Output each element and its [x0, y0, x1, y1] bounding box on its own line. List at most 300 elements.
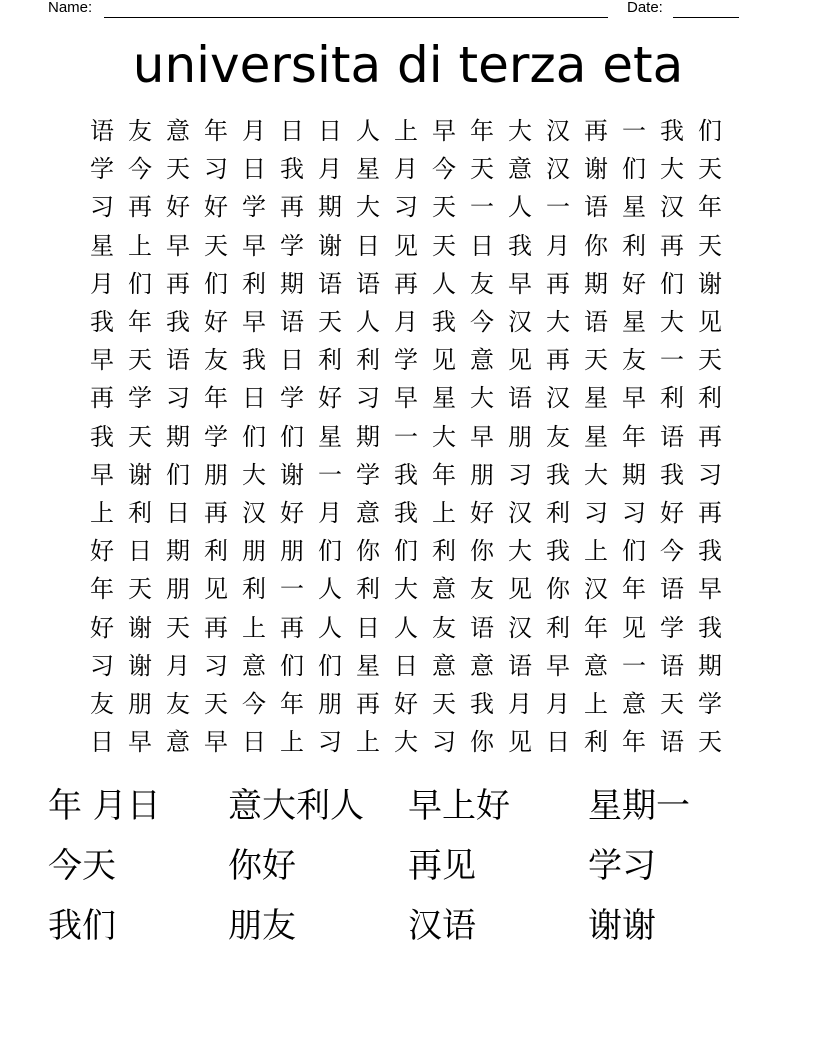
word-list-item: 今天: [48, 846, 116, 886]
grid-cell: 我: [508, 231, 532, 260]
grid-cell: 语: [660, 728, 684, 757]
grid-cell: 早: [546, 651, 570, 680]
grid-cell: 你: [470, 537, 494, 566]
grid-cell: 利: [318, 346, 342, 375]
grid-row: [83, 647, 729, 685]
grid-cell: 谢: [128, 613, 152, 642]
grid-cell: 再: [546, 269, 570, 298]
grid-cell: 谢: [698, 269, 722, 298]
grid-cell: 天: [166, 155, 190, 184]
grid-cell: 好: [660, 498, 684, 527]
grid-cell: 人: [318, 613, 342, 642]
grid-cell: 日: [242, 728, 266, 757]
grid-cell: 天: [660, 689, 684, 718]
grid-cell: 月: [394, 308, 418, 337]
grid-cell: 语: [470, 613, 494, 642]
grid-cell: 意: [356, 498, 380, 527]
grid-cell: 朋: [318, 689, 342, 718]
grid-cell: 早: [204, 728, 228, 757]
grid-cell: 习: [394, 193, 418, 222]
grid-cell: 见: [508, 728, 532, 757]
grid-cell: 意: [166, 117, 190, 146]
grid-row: [83, 608, 729, 646]
grid-cell: 日: [356, 231, 380, 260]
grid-cell: 大: [242, 460, 266, 489]
grid-cell: 期: [698, 651, 722, 680]
grid-cell: 天: [698, 231, 722, 260]
header: [0, 0, 816, 22]
grid-cell: 天: [470, 155, 494, 184]
grid-cell: 日: [128, 537, 152, 566]
grid-cell: 语: [660, 575, 684, 604]
grid-cell: 期: [318, 193, 342, 222]
grid-cell: 学: [356, 460, 380, 489]
word-list: [48, 776, 768, 956]
grid-cell: 大: [432, 422, 456, 451]
grid-cell: 月: [546, 689, 570, 718]
grid-row: [83, 456, 729, 494]
grid-cell: 期: [584, 269, 608, 298]
grid-row: [83, 188, 729, 226]
grid-cell: 天: [128, 575, 152, 604]
grid-cell: 我: [432, 308, 456, 337]
grid-cell: 谢: [280, 460, 304, 489]
grid-cell: 友: [166, 689, 190, 718]
grid-cell: 利: [242, 575, 266, 604]
grid-cell: 再: [698, 422, 722, 451]
grid-cell: 习: [318, 728, 342, 757]
grid-row: [83, 570, 729, 608]
grid-cell: 期: [280, 269, 304, 298]
grid-cell: 我: [698, 537, 722, 566]
grid-cell: 意: [432, 651, 456, 680]
grid-cell: 早: [166, 231, 190, 260]
grid-cell: 天: [204, 689, 228, 718]
grid-cell: 们: [128, 269, 152, 298]
grid-cell: 友: [90, 689, 114, 718]
grid-cell: 习: [90, 651, 114, 680]
grid-cell: 朋: [280, 537, 304, 566]
grid-cell: 利: [660, 384, 684, 413]
grid-cell: 早: [394, 384, 418, 413]
name-label: Name:: [48, 0, 93, 16]
grid-cell: 年: [204, 384, 228, 413]
grid-cell: 星: [584, 422, 608, 451]
grid-row: [83, 723, 729, 761]
grid-row: [83, 494, 729, 532]
grid-cell: 意: [584, 651, 608, 680]
grid-cell: 日: [470, 231, 494, 260]
grid-cell: 意: [166, 728, 190, 757]
grid-cell: 星: [584, 384, 608, 413]
grid-cell: 今: [128, 155, 152, 184]
grid-cell: 早: [622, 384, 646, 413]
grid-cell: 年: [280, 689, 304, 718]
grid-cell: 我: [90, 308, 114, 337]
grid-cell: 早: [128, 728, 152, 757]
grid-cell: 天: [432, 689, 456, 718]
grid-cell: 利: [242, 269, 266, 298]
grid-cell: 再: [394, 269, 418, 298]
grid-cell: 好: [280, 498, 304, 527]
grid-cell: 上: [584, 689, 608, 718]
grid-cell: 利: [698, 384, 722, 413]
grid-cell: 人: [318, 575, 342, 604]
grid-cell: 朋: [508, 422, 532, 451]
grid-cell: 利: [432, 537, 456, 566]
grid-cell: 语: [356, 269, 380, 298]
grid-cell: 好: [394, 689, 418, 718]
grid-cell: 年: [698, 193, 722, 222]
grid-cell: 们: [204, 269, 228, 298]
grid-cell: 汉: [660, 193, 684, 222]
grid-cell: 好: [204, 193, 228, 222]
grid-cell: 再: [698, 498, 722, 527]
grid-row: [83, 303, 729, 341]
grid-cell: 天: [432, 193, 456, 222]
word-list-item: 早上好: [408, 786, 510, 826]
grid-row: [83, 341, 729, 379]
grid-cell: 月: [318, 155, 342, 184]
word-search-grid: [83, 112, 729, 761]
grid-cell: 语: [280, 308, 304, 337]
grid-row: [83, 418, 729, 456]
grid-cell: 们: [242, 422, 266, 451]
grid-cell: 上: [280, 728, 304, 757]
grid-row: [83, 265, 729, 303]
grid-cell: 大: [470, 384, 494, 413]
grid-cell: 们: [698, 117, 722, 146]
grid-row: [83, 379, 729, 417]
grid-cell: 日: [280, 346, 304, 375]
grid-cell: 利: [584, 728, 608, 757]
grid-cell: 再: [280, 193, 304, 222]
grid-cell: 年: [128, 308, 152, 337]
grid-cell: 年: [90, 575, 114, 604]
grid-cell: 朋: [242, 537, 266, 566]
grid-cell: 汉: [546, 384, 570, 413]
grid-cell: 习: [90, 193, 114, 222]
grid-cell: 好: [204, 308, 228, 337]
grid-cell: 今: [432, 155, 456, 184]
grid-cell: 我: [166, 308, 190, 337]
grid-cell: 汉: [508, 498, 532, 527]
grid-cell: 今: [242, 689, 266, 718]
grid-cell: 见: [622, 613, 646, 642]
grid-cell: 大: [356, 193, 380, 222]
grid-cell: 学: [242, 193, 266, 222]
grid-cell: 我: [660, 117, 684, 146]
grid-cell: 学: [394, 346, 418, 375]
grid-cell: 一: [470, 193, 494, 222]
grid-cell: 我: [394, 460, 418, 489]
grid-cell: 一: [622, 651, 646, 680]
grid-cell: 人: [394, 613, 418, 642]
grid-cell: 再: [660, 231, 684, 260]
grid-cell: 意: [242, 651, 266, 680]
grid-cell: 天: [584, 346, 608, 375]
grid-cell: 们: [394, 537, 418, 566]
grid-cell: 大: [584, 460, 608, 489]
grid-cell: 再: [584, 117, 608, 146]
grid-cell: 星: [90, 231, 114, 260]
grid-cell: 我: [546, 460, 570, 489]
grid-cell: 今: [660, 537, 684, 566]
grid-cell: 上: [242, 613, 266, 642]
grid-cell: 月: [394, 155, 418, 184]
grid-cell: 月: [166, 651, 190, 680]
grid-cell: 日: [394, 651, 418, 680]
grid-cell: 友: [546, 422, 570, 451]
name-blank-line: [104, 17, 608, 18]
grid-cell: 朋: [204, 460, 228, 489]
word-list-item: 年 月日: [48, 786, 161, 826]
grid-cell: 语: [660, 651, 684, 680]
grid-cell: 今: [470, 308, 494, 337]
grid-cell: 好: [166, 193, 190, 222]
grid-row: [83, 532, 729, 570]
grid-cell: 再: [204, 498, 228, 527]
grid-cell: 期: [356, 422, 380, 451]
grid-cell: 汉: [508, 613, 532, 642]
grid-cell: 年: [584, 613, 608, 642]
grid-cell: 习: [508, 460, 532, 489]
grid-cell: 一: [280, 575, 304, 604]
grid-cell: 一: [546, 193, 570, 222]
grid-cell: 意: [470, 346, 494, 375]
grid-cell: 们: [318, 651, 342, 680]
grid-cell: 学: [280, 384, 304, 413]
grid-cell: 早: [470, 422, 494, 451]
word-list-item: 朋友: [228, 906, 296, 946]
word-list-item: 汉语: [408, 906, 476, 946]
grid-cell: 我: [280, 155, 304, 184]
grid-cell: 早: [90, 346, 114, 375]
grid-cell: 们: [280, 651, 304, 680]
grid-cell: 一: [394, 422, 418, 451]
grid-cell: 友: [622, 346, 646, 375]
grid-cell: 学: [280, 231, 304, 260]
grid-cell: 语: [508, 651, 532, 680]
grid-cell: 们: [622, 537, 646, 566]
grid-cell: 们: [622, 155, 646, 184]
grid-cell: 天: [432, 231, 456, 260]
grid-cell: 你: [356, 537, 380, 566]
grid-cell: 汉: [242, 498, 266, 527]
grid-cell: 年: [622, 728, 646, 757]
grid-cell: 期: [166, 422, 190, 451]
grid-cell: 星: [622, 308, 646, 337]
grid-cell: 年: [470, 117, 494, 146]
grid-cell: 再: [166, 269, 190, 298]
grid-cell: 们: [660, 269, 684, 298]
grid-cell: 见: [508, 575, 532, 604]
grid-cell: 意: [622, 689, 646, 718]
grid-cell: 你: [470, 728, 494, 757]
grid-cell: 上: [90, 498, 114, 527]
grid-cell: 再: [90, 384, 114, 413]
grid-cell: 人: [508, 193, 532, 222]
grid-cell: 上: [394, 117, 418, 146]
grid-cell: 日: [166, 498, 190, 527]
grid-cell: 大: [394, 575, 418, 604]
grid-cell: 见: [432, 346, 456, 375]
grid-cell: 天: [318, 308, 342, 337]
grid-cell: 日: [90, 728, 114, 757]
word-list-item: 星期一: [588, 786, 690, 826]
grid-cell: 星: [432, 384, 456, 413]
word-list-item: 我们: [48, 906, 116, 946]
grid-cell: 再: [204, 613, 228, 642]
grid-cell: 见: [394, 231, 418, 260]
grid-cell: 早: [242, 231, 266, 260]
grid-row: [83, 227, 729, 265]
grid-cell: 早: [698, 575, 722, 604]
grid-cell: 大: [508, 537, 532, 566]
grid-cell: 学: [698, 689, 722, 718]
grid-cell: 一: [622, 117, 646, 146]
grid-cell: 利: [356, 575, 380, 604]
grid-cell: 大: [660, 155, 684, 184]
grid-cell: 习: [432, 728, 456, 757]
grid-cell: 好: [622, 269, 646, 298]
grid-cell: 期: [166, 537, 190, 566]
grid-cell: 习: [204, 155, 228, 184]
grid-cell: 大: [508, 117, 532, 146]
grid-cell: 人: [356, 308, 380, 337]
grid-cell: 大: [546, 308, 570, 337]
grid-cell: 年: [622, 575, 646, 604]
grid-cell: 上: [584, 537, 608, 566]
grid-cell: 星: [622, 193, 646, 222]
grid-cell: 友: [470, 269, 494, 298]
grid-cell: 上: [356, 728, 380, 757]
grid-cell: 习: [698, 460, 722, 489]
grid-cell: 习: [584, 498, 608, 527]
grid-cell: 语: [90, 117, 114, 146]
grid-cell: 月: [546, 231, 570, 260]
grid-cell: 朋: [128, 689, 152, 718]
grid-cell: 我: [698, 613, 722, 642]
grid-cell: 一: [318, 460, 342, 489]
grid-cell: 语: [584, 308, 608, 337]
grid-cell: 意: [432, 575, 456, 604]
grid-cell: 习: [356, 384, 380, 413]
grid-cell: 人: [432, 269, 456, 298]
grid-cell: 谢: [584, 155, 608, 184]
grid-cell: 习: [622, 498, 646, 527]
word-list-row: [48, 776, 768, 836]
grid-cell: 习: [166, 384, 190, 413]
grid-cell: 早: [90, 460, 114, 489]
grid-row: [83, 150, 729, 188]
grid-cell: 我: [470, 689, 494, 718]
word-list-item: 意大利人: [228, 786, 364, 826]
grid-cell: 利: [128, 498, 152, 527]
grid-cell: 年: [622, 422, 646, 451]
grid-cell: 利: [356, 346, 380, 375]
grid-cell: 朋: [166, 575, 190, 604]
grid-cell: 们: [280, 422, 304, 451]
grid-cell: 好: [470, 498, 494, 527]
grid-cell: 友: [432, 613, 456, 642]
grid-cell: 月: [90, 269, 114, 298]
date-blank-line: [673, 17, 739, 18]
grid-cell: 你: [584, 231, 608, 260]
grid-cell: 我: [660, 460, 684, 489]
grid-cell: 习: [204, 651, 228, 680]
grid-cell: 意: [508, 155, 532, 184]
grid-cell: 期: [622, 460, 646, 489]
grid-cell: 再: [280, 613, 304, 642]
word-list-row: [48, 896, 768, 956]
grid-cell: 语: [584, 193, 608, 222]
grid-cell: 我: [546, 537, 570, 566]
grid-cell: 再: [356, 689, 380, 718]
grid-cell: 月: [318, 498, 342, 527]
grid-cell: 友: [128, 117, 152, 146]
grid-cell: 天: [698, 728, 722, 757]
grid-cell: 们: [318, 537, 342, 566]
grid-cell: 天: [204, 231, 228, 260]
grid-cell: 见: [508, 346, 532, 375]
grid-cell: 日: [318, 117, 342, 146]
grid-cell: 们: [166, 460, 190, 489]
grid-cell: 好: [90, 537, 114, 566]
grid-row: [83, 112, 729, 150]
grid-cell: 早: [432, 117, 456, 146]
grid-cell: 见: [698, 308, 722, 337]
grid-cell: 朋: [470, 460, 494, 489]
date-label: Date:: [627, 0, 663, 16]
grid-cell: 日: [546, 728, 570, 757]
grid-cell: 谢: [128, 651, 152, 680]
grid-cell: 友: [204, 346, 228, 375]
grid-cell: 再: [128, 193, 152, 222]
grid-cell: 天: [166, 613, 190, 642]
word-list-row: [48, 836, 768, 896]
page-title: universita di terza eta: [132, 36, 684, 94]
grid-cell: 语: [166, 346, 190, 375]
grid-cell: 汉: [546, 117, 570, 146]
grid-cell: 汉: [546, 155, 570, 184]
grid-cell: 学: [128, 384, 152, 413]
word-list-item: 你好: [228, 846, 296, 886]
grid-cell: 学: [204, 422, 228, 451]
grid-cell: 年: [204, 117, 228, 146]
grid-cell: 早: [508, 269, 532, 298]
grid-cell: 我: [90, 422, 114, 451]
grid-cell: 日: [242, 384, 266, 413]
grid-cell: 语: [318, 269, 342, 298]
grid-cell: 见: [204, 575, 228, 604]
grid-cell: 利: [204, 537, 228, 566]
grid-cell: 日: [242, 155, 266, 184]
grid-cell: 利: [622, 231, 646, 260]
grid-cell: 你: [546, 575, 570, 604]
grid-cell: 大: [394, 728, 418, 757]
grid-cell: 再: [546, 346, 570, 375]
grid-cell: 日: [280, 117, 304, 146]
word-list-item: 学习: [588, 846, 656, 886]
grid-cell: 谢: [128, 460, 152, 489]
grid-cell: 月: [508, 689, 532, 718]
grid-cell: 星: [318, 422, 342, 451]
grid-cell: 一: [660, 346, 684, 375]
grid-cell: 利: [546, 498, 570, 527]
grid-cell: 利: [546, 613, 570, 642]
grid-cell: 年: [432, 460, 456, 489]
